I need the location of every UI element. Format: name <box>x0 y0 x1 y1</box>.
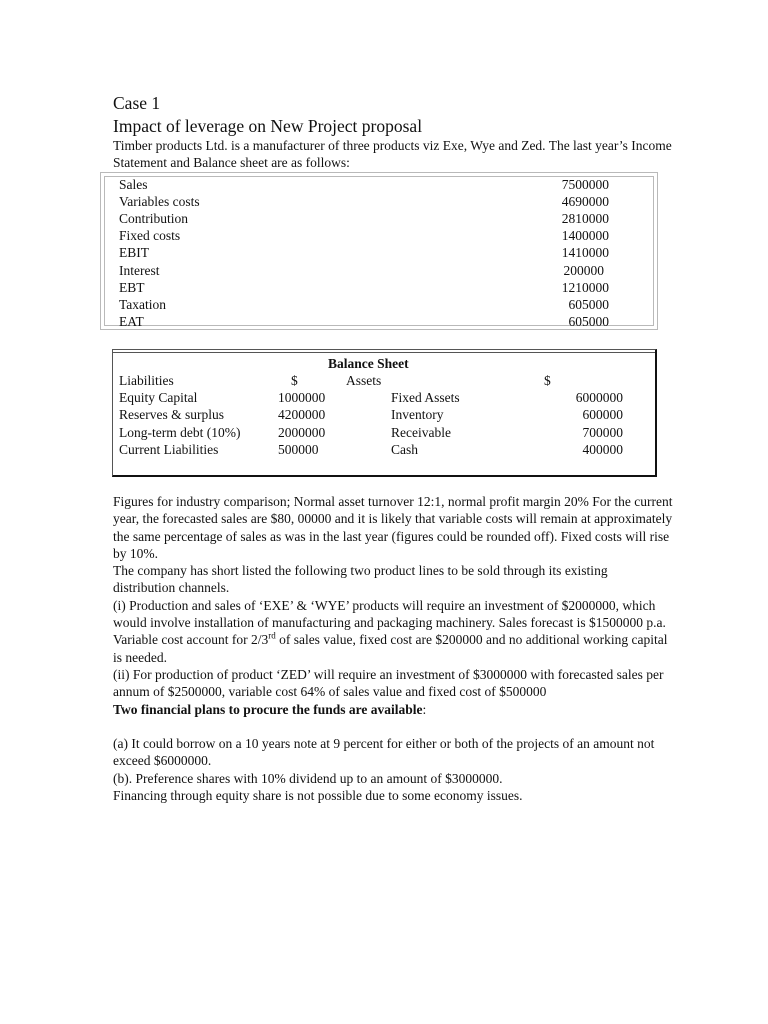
income-label: Sales <box>119 177 148 192</box>
income-label: Taxation <box>119 297 167 312</box>
liabilities-header: Liabilities <box>119 373 174 388</box>
financial-plans-colon: : <box>422 701 427 717</box>
liability-value: 2000000 <box>278 425 326 440</box>
income-value: 1400000 <box>561 228 609 243</box>
paragraph-industry-comparison: Figures for industry comparison; Normal asset turnover 12:1, normal profit margin 20% For the current year, the forecasted sales are $80, 00000 and it is likely that variable costs will remain at approximately the same percentage of sales as was in the last year (figures could be rounded off). Fixed costs will rise by 10%. <box>113 494 673 561</box>
table-row <box>119 210 631 227</box>
income-label: EBT <box>119 280 145 295</box>
paragraph-option-b: (b). Preference shares with 10% dividend up to an amount of $3000000. <box>113 770 503 786</box>
liability-value: 4200000 <box>278 407 326 422</box>
income-label: Contribution <box>119 211 189 226</box>
paragraph-zed: (ii) For production of product ‘ZED’ will require an investment of $3000000 with forecasted sales per annum of $2500000, variable cost 64% of sales value and fixed cost of $500000 <box>113 666 664 700</box>
income-label: Fixed costs <box>119 228 181 243</box>
income-value: 7500000 <box>561 177 609 192</box>
assets-currency-header: $ <box>544 373 551 388</box>
liabilities-currency-header: $ <box>291 373 298 388</box>
income-value: 4690000 <box>561 194 609 209</box>
income-value: 2810000 <box>561 211 609 226</box>
income-label: Variables costs <box>119 194 200 209</box>
paragraph-option-a: (a) It could borrow on a 10 years note at 9 percent for either or both of the projects of an amount not exceed $6000000. <box>113 736 655 769</box>
table-row <box>119 262 631 279</box>
liability-label: Current Liabilities <box>119 442 219 457</box>
paragraph-exe-wye <box>113 597 673 666</box>
income-statement-table <box>100 172 658 330</box>
income-value: 605000 <box>568 297 609 312</box>
paragraph-product-lines: The company has short listed the following two product lines to be sold through its existing distribution channels. <box>113 563 608 596</box>
income-label: Interest <box>119 263 160 278</box>
table-row <box>119 296 631 313</box>
liability-label: Equity Capital <box>119 390 198 405</box>
asset-label: Inventory <box>391 407 444 422</box>
liability-label: Long-term debt (10%) <box>119 425 241 440</box>
balance-sheet-title: Balance Sheet <box>328 356 409 371</box>
income-value: 1210000 <box>561 280 609 295</box>
paragraph-financial-plans <box>113 701 673 718</box>
liability-value: 1000000 <box>278 390 326 405</box>
asset-value: 6000000 <box>575 390 623 405</box>
income-value: 605000 <box>568 314 609 329</box>
financial-plans-heading: Two financial plans to procure the funds are available <box>113 701 423 717</box>
balance-sheet-table <box>112 349 657 477</box>
table-row <box>119 313 631 330</box>
asset-value: 600000 <box>582 407 623 422</box>
table-row <box>119 176 631 193</box>
case-body <box>113 493 673 804</box>
case-title: Case 1 <box>113 93 161 113</box>
liability-label: Reserves & surplus <box>119 407 224 422</box>
exe-wye-text-b: of sales value, fixed cost are $200000 and no additional working capital is needed. <box>113 632 668 665</box>
table-row <box>119 279 631 296</box>
income-label: EBIT <box>119 245 149 260</box>
superscript-rd: rd <box>268 630 276 641</box>
table-row <box>119 193 631 210</box>
table-row <box>119 227 631 244</box>
asset-label: Receivable <box>391 425 451 440</box>
income-value: 200000 <box>563 263 604 278</box>
income-label: EAT <box>119 314 144 329</box>
exe-wye-text-a: (i) Production and sales of ‘EXE’ & ‘WYE’ products will require an investment of $2000000, which would involve installation of manufacturing and packaging machinery. Sales forecast is $1500000 p.a. Variable cost account for 2/3 <box>113 597 666 648</box>
asset-value: 700000 <box>582 425 623 440</box>
paragraph-equity-note: Financing through equity share is not possible due to some economy issues. <box>113 788 523 804</box>
asset-value: 400000 <box>582 442 623 457</box>
income-value: 1410000 <box>561 245 609 260</box>
intro-paragraph: Timber products Ltd. is a manufacturer of three products viz Exe, Wye and Zed. The last year’s Income Statement and Balance sheet are as follows: <box>113 138 672 171</box>
assets-header: Assets <box>346 373 382 388</box>
liability-value: 500000 <box>278 442 319 457</box>
asset-label: Fixed Assets <box>391 390 460 405</box>
page-title: Impact of leverage on New Project proposal <box>113 116 423 136</box>
asset-label: Cash <box>391 442 418 457</box>
table-row <box>119 244 631 261</box>
